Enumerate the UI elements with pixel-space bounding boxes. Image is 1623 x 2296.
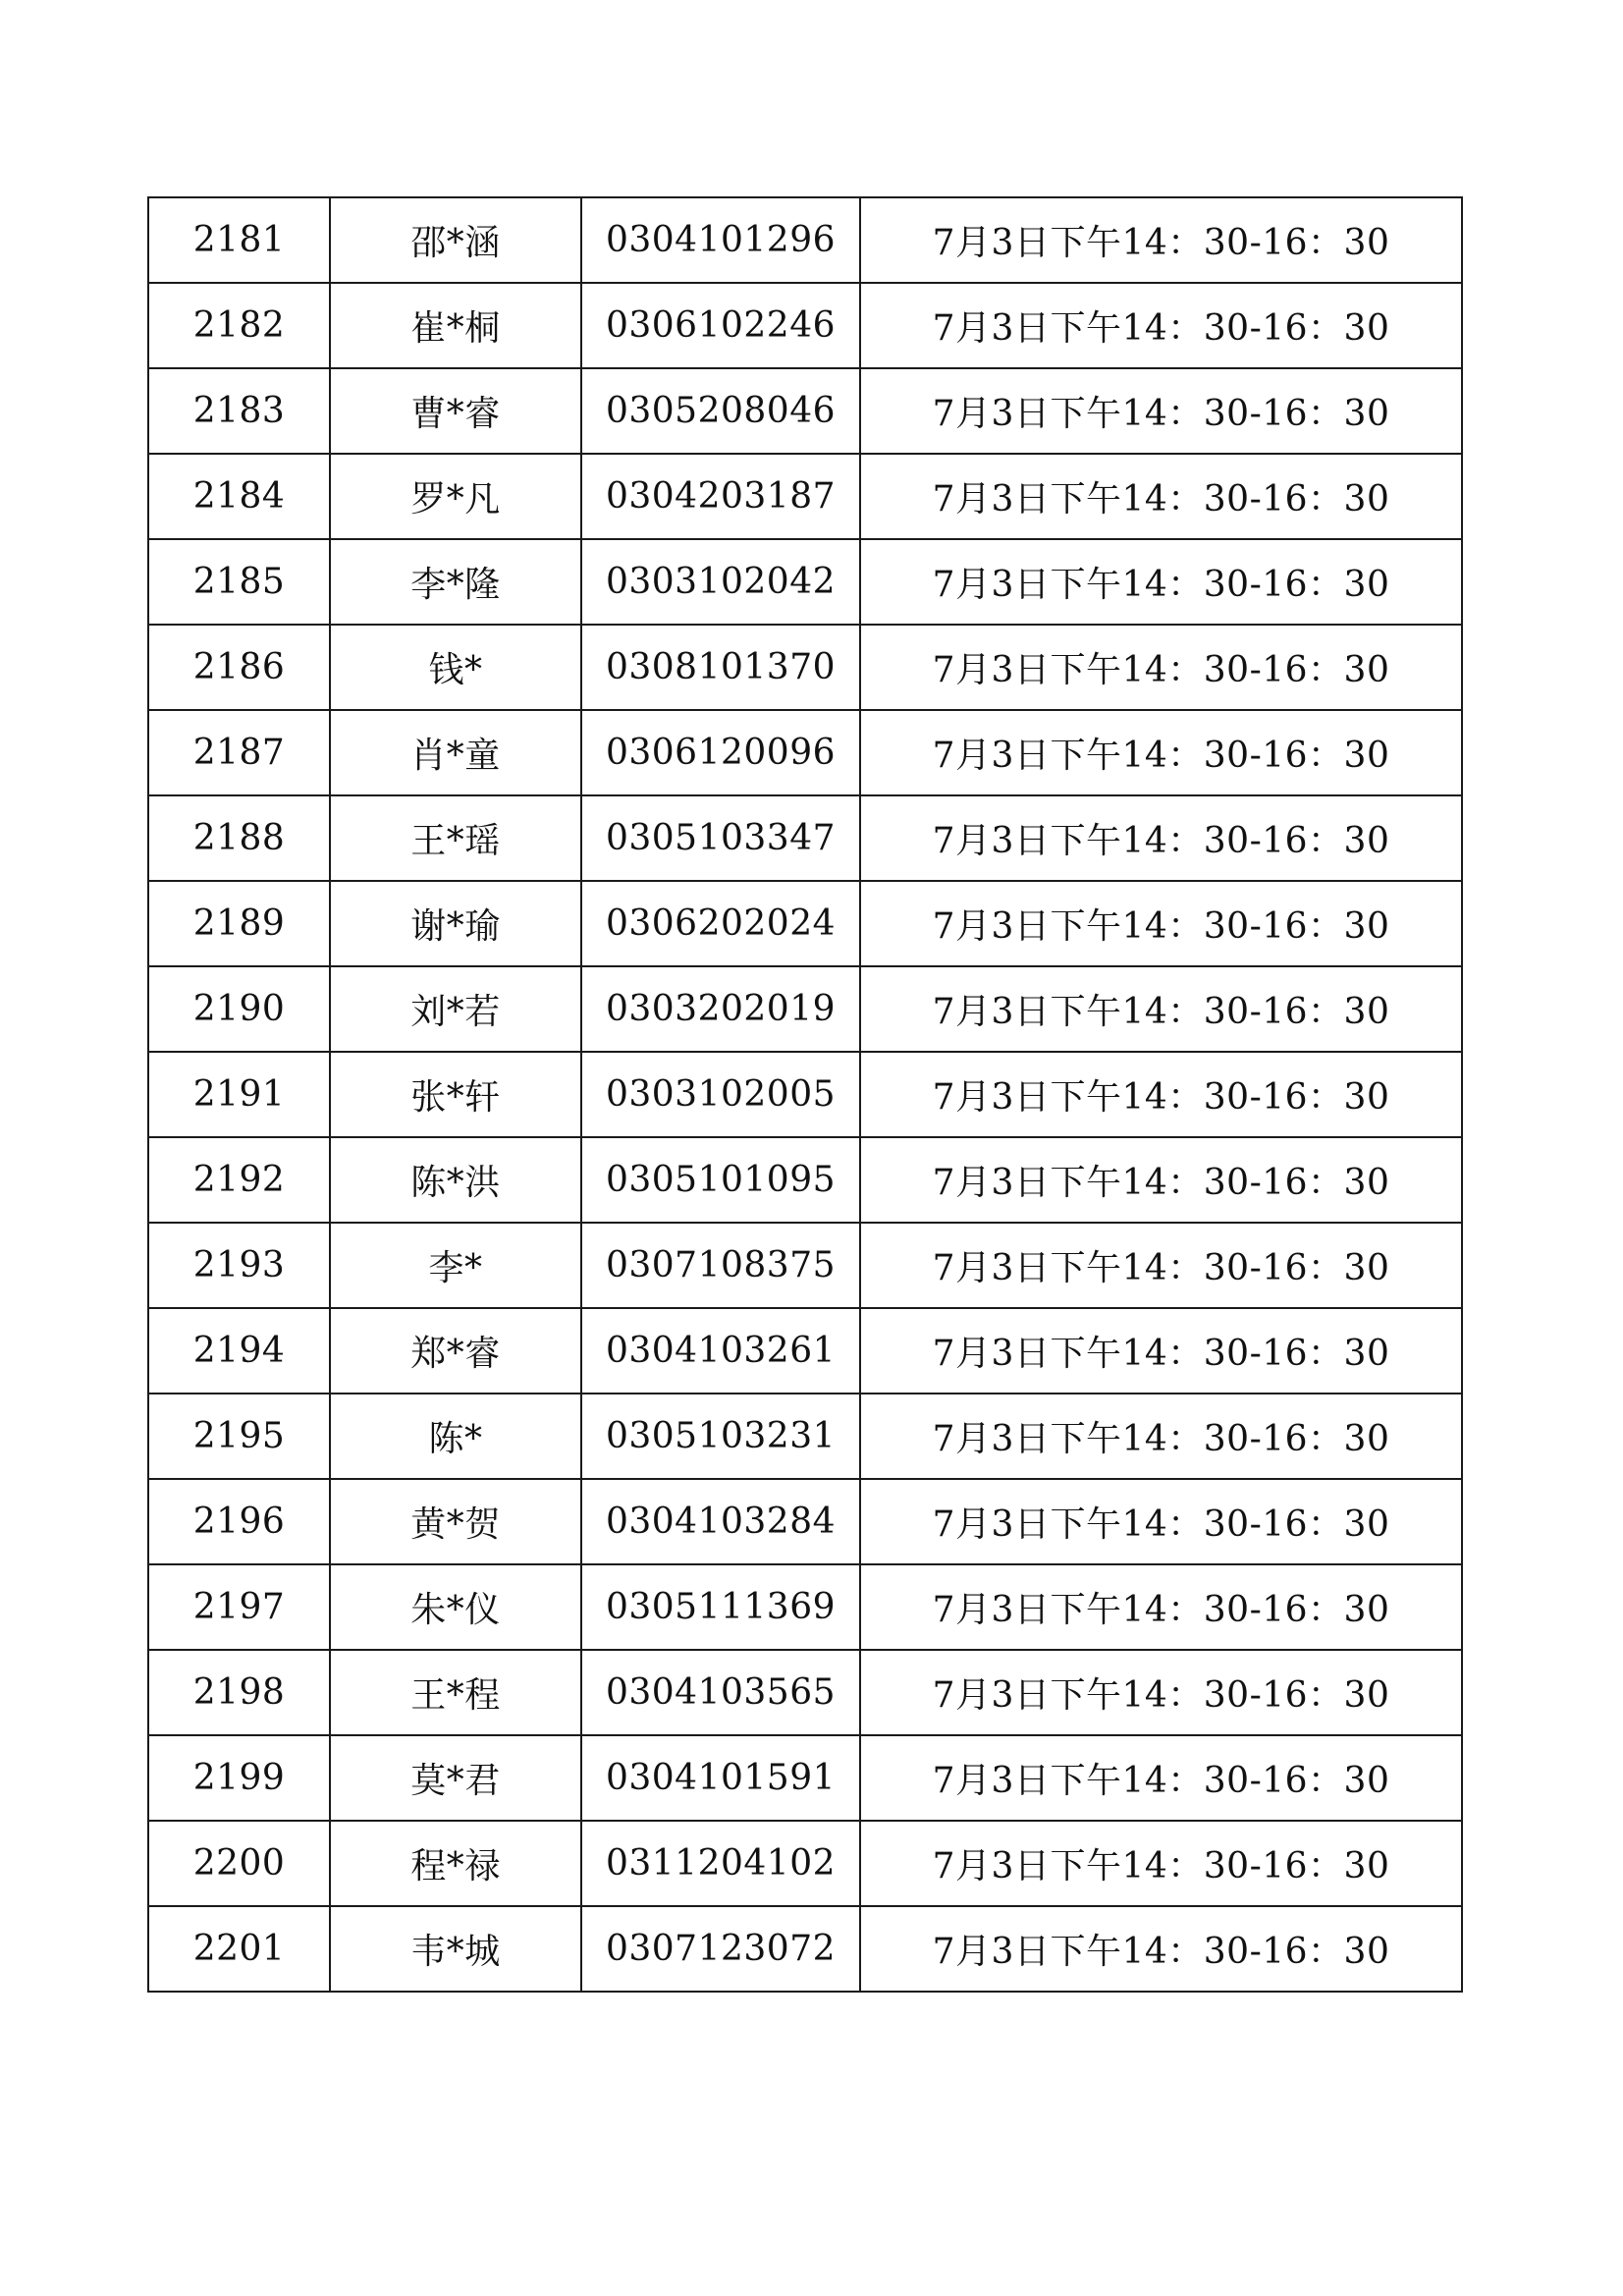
row-number-cell: 2191 [148, 1052, 330, 1137]
roster-table [147, 196, 1463, 1993]
row-number-cell: 2187 [148, 710, 330, 795]
row-number-cell: 2186 [148, 625, 330, 710]
time-slot-cell: 7月3日下午14：30-16：30 [860, 795, 1462, 881]
student-id-cell: 0304103284 [581, 1479, 860, 1564]
row-number-cell: 2192 [148, 1137, 330, 1223]
student-id-cell: 0304103565 [581, 1650, 860, 1735]
student-name-cell: 郑*睿 [330, 1308, 581, 1394]
table-row [148, 710, 1462, 795]
student-name-cell: 崔*桐 [330, 283, 581, 368]
row-number-cell: 2185 [148, 539, 330, 625]
student-name-cell: 朱*仪 [330, 1564, 581, 1650]
row-number-cell: 2183 [148, 368, 330, 454]
student-name-cell: 谢*瑜 [330, 881, 581, 966]
table-row [148, 1223, 1462, 1308]
time-slot-cell: 7月3日下午14：30-16：30 [860, 1052, 1462, 1137]
student-id-cell: 0308101370 [581, 625, 860, 710]
student-id-cell: 0306202024 [581, 881, 860, 966]
student-id-cell: 0304103261 [581, 1308, 860, 1394]
student-id-cell: 0305103347 [581, 795, 860, 881]
time-slot-cell: 7月3日下午14：30-16：30 [860, 1735, 1462, 1821]
time-slot-cell: 7月3日下午14：30-16：30 [860, 1821, 1462, 1906]
student-id-cell: 0307123072 [581, 1906, 860, 1992]
table-row [148, 283, 1462, 368]
student-name-cell: 肖*童 [330, 710, 581, 795]
student-name-cell: 钱* [330, 625, 581, 710]
row-number-cell: 2200 [148, 1821, 330, 1906]
time-slot-cell: 7月3日下午14：30-16：30 [860, 539, 1462, 625]
time-slot-cell: 7月3日下午14：30-16：30 [860, 710, 1462, 795]
table-row [148, 368, 1462, 454]
student-id-cell: 0306102246 [581, 283, 860, 368]
student-id-cell: 0306120096 [581, 710, 860, 795]
row-number-cell: 2184 [148, 454, 330, 539]
student-name-cell: 韦*城 [330, 1906, 581, 1992]
row-number-cell: 2201 [148, 1906, 330, 1992]
student-name-cell: 李* [330, 1223, 581, 1308]
row-number-cell: 2199 [148, 1735, 330, 1821]
time-slot-cell: 7月3日下午14：30-16：30 [860, 1564, 1462, 1650]
student-name-cell: 程*禄 [330, 1821, 581, 1906]
table-row [148, 454, 1462, 539]
student-name-cell: 黄*贺 [330, 1479, 581, 1564]
student-name-cell: 陈*洪 [330, 1137, 581, 1223]
student-id-cell: 0311204102 [581, 1821, 860, 1906]
time-slot-cell: 7月3日下午14：30-16：30 [860, 1479, 1462, 1564]
row-number-cell: 2190 [148, 966, 330, 1052]
student-name-cell: 张*轩 [330, 1052, 581, 1137]
row-number-cell: 2181 [148, 197, 330, 283]
student-id-cell: 0305101095 [581, 1137, 860, 1223]
student-name-cell: 邵*涵 [330, 197, 581, 283]
student-name-cell: 刘*若 [330, 966, 581, 1052]
time-slot-cell: 7月3日下午14：30-16：30 [860, 1137, 1462, 1223]
student-id-cell: 0307108375 [581, 1223, 860, 1308]
row-number-cell: 2194 [148, 1308, 330, 1394]
table-row [148, 539, 1462, 625]
time-slot-cell: 7月3日下午14：30-16：30 [860, 881, 1462, 966]
row-number-cell: 2182 [148, 283, 330, 368]
student-name-cell: 陈* [330, 1394, 581, 1479]
time-slot-cell: 7月3日下午14：30-16：30 [860, 1308, 1462, 1394]
student-name-cell: 曹*睿 [330, 368, 581, 454]
row-number-cell: 2188 [148, 795, 330, 881]
roster-table-body [148, 197, 1462, 1992]
time-slot-cell: 7月3日下午14：30-16：30 [860, 1394, 1462, 1479]
time-slot-cell: 7月3日下午14：30-16：30 [860, 368, 1462, 454]
time-slot-cell: 7月3日下午14：30-16：30 [860, 1650, 1462, 1735]
row-number-cell: 2197 [148, 1564, 330, 1650]
student-name-cell: 王*程 [330, 1650, 581, 1735]
row-number-cell: 2195 [148, 1394, 330, 1479]
student-name-cell: 莫*君 [330, 1735, 581, 1821]
table-row [148, 881, 1462, 966]
table-row [148, 197, 1462, 283]
table-row [148, 1052, 1462, 1137]
student-id-cell: 0303202019 [581, 966, 860, 1052]
table-row [148, 1564, 1462, 1650]
table-row [148, 966, 1462, 1052]
table-row [148, 1308, 1462, 1394]
time-slot-cell: 7月3日下午14：30-16：30 [860, 197, 1462, 283]
time-slot-cell: 7月3日下午14：30-16：30 [860, 966, 1462, 1052]
time-slot-cell: 7月3日下午14：30-16：30 [860, 625, 1462, 710]
time-slot-cell: 7月3日下午14：30-16：30 [860, 454, 1462, 539]
table-row [148, 1137, 1462, 1223]
table-row [148, 1821, 1462, 1906]
student-id-cell: 0305208046 [581, 368, 860, 454]
student-id-cell: 0304101296 [581, 197, 860, 283]
student-id-cell: 0303102042 [581, 539, 860, 625]
student-name-cell: 王*瑶 [330, 795, 581, 881]
table-row [148, 1650, 1462, 1735]
table-row [148, 1735, 1462, 1821]
table-row [148, 625, 1462, 710]
student-id-cell: 0303102005 [581, 1052, 860, 1137]
table-row [148, 795, 1462, 881]
student-id-cell: 0305111369 [581, 1564, 860, 1650]
time-slot-cell: 7月3日下午14：30-16：30 [860, 1223, 1462, 1308]
student-name-cell: 李*隆 [330, 539, 581, 625]
row-number-cell: 2189 [148, 881, 330, 966]
table-row [148, 1906, 1462, 1992]
time-slot-cell: 7月3日下午14：30-16：30 [860, 283, 1462, 368]
student-name-cell: 罗*凡 [330, 454, 581, 539]
time-slot-cell: 7月3日下午14：30-16：30 [860, 1906, 1462, 1992]
row-number-cell: 2193 [148, 1223, 330, 1308]
student-id-cell: 0304101591 [581, 1735, 860, 1821]
table-row [148, 1394, 1462, 1479]
row-number-cell: 2196 [148, 1479, 330, 1564]
student-id-cell: 0304203187 [581, 454, 860, 539]
student-id-cell: 0305103231 [581, 1394, 860, 1479]
row-number-cell: 2198 [148, 1650, 330, 1735]
table-row [148, 1479, 1462, 1564]
